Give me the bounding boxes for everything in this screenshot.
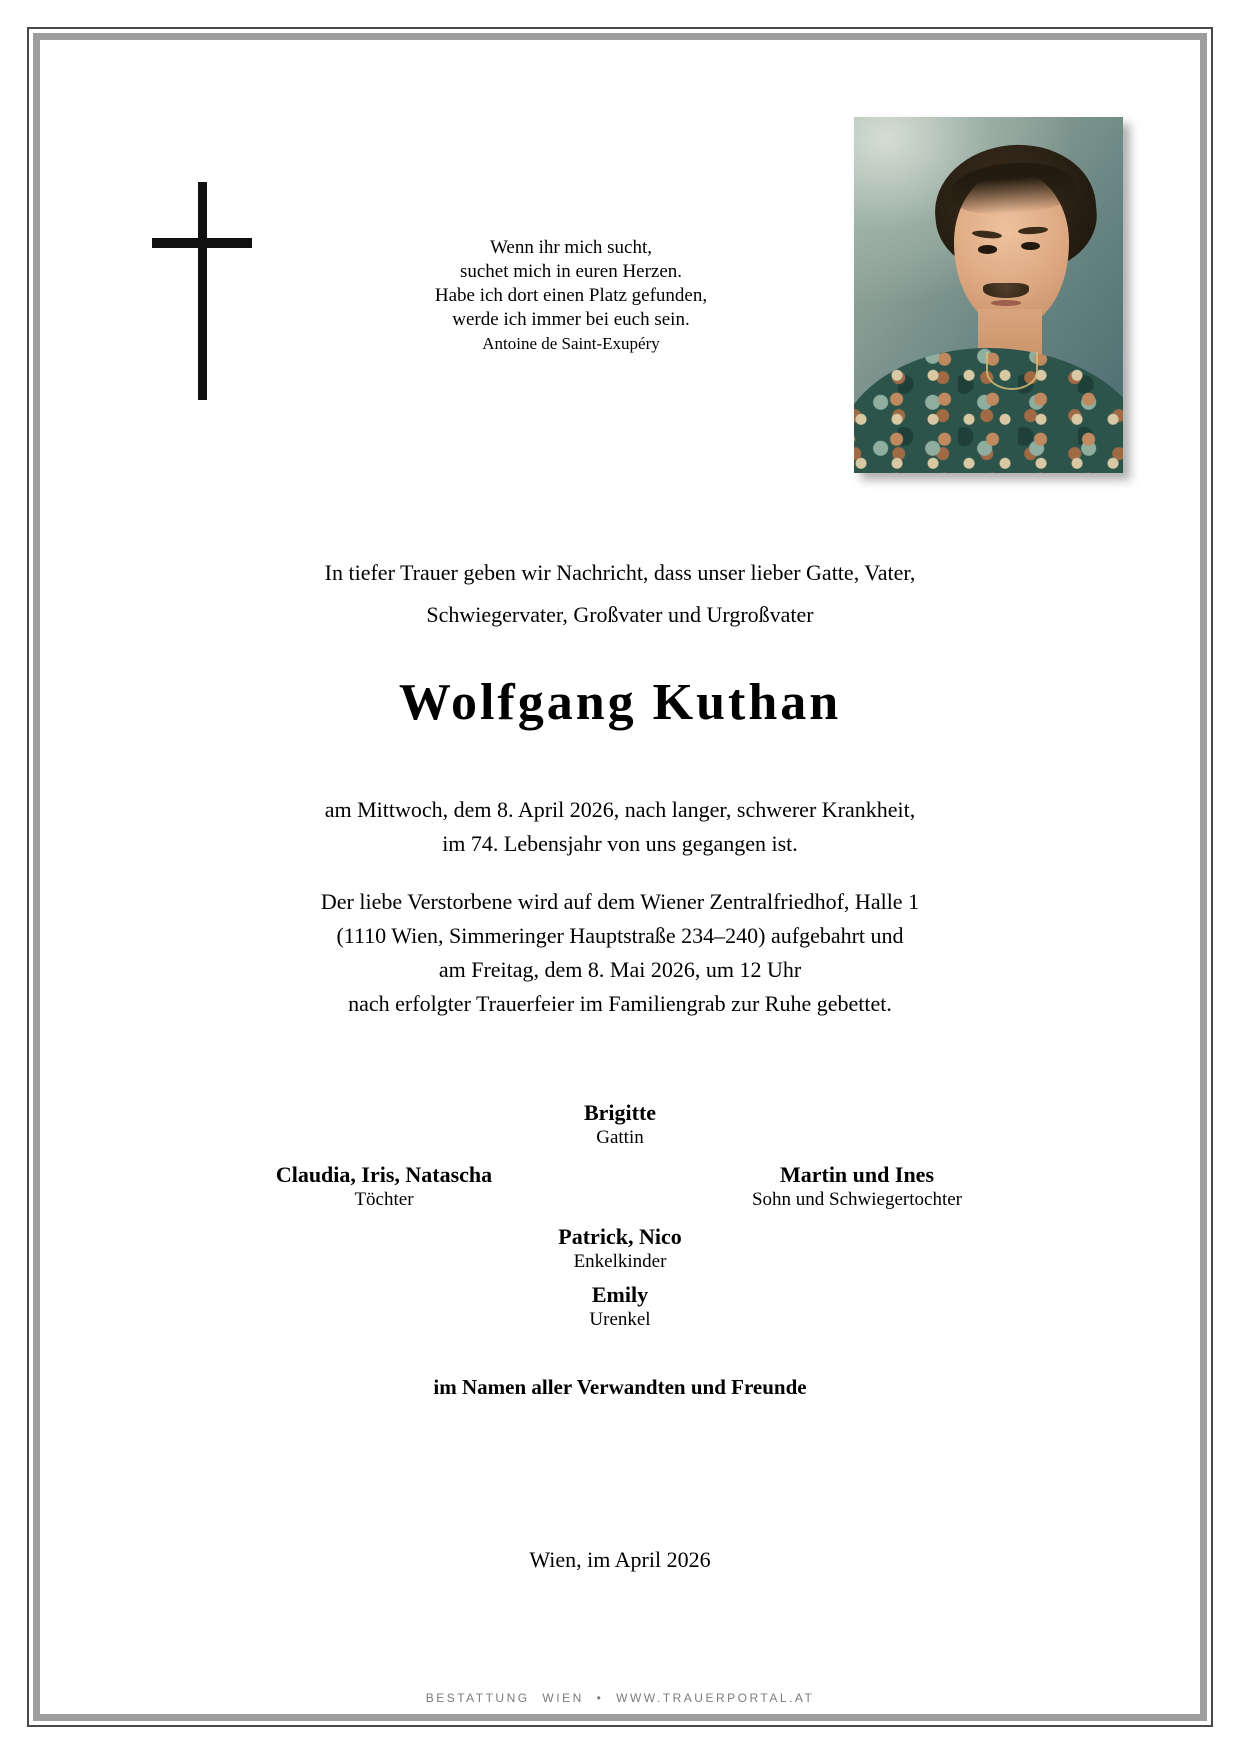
closing-line: im Namen aller Verwandten und Freunde xyxy=(433,1375,807,1399)
family-names: Emily xyxy=(591,1282,649,1307)
announcement-line: In tiefer Trauer geben wir Nachricht, dass unser lieber Gatte, Vater, xyxy=(324,560,916,585)
death-notice-line: am Mittwoch, dem 8. April 2026, nach langer, schwerer Krankheit, xyxy=(324,797,916,822)
family-entry-great-grandchild xyxy=(320,1282,920,1332)
place-date-line: Wien, im April 2026 xyxy=(529,1547,711,1572)
memorial-quote xyxy=(271,236,871,355)
burial-notice-line: Der liebe Verstorbene wird auf dem Wiener Zentralfriedhof, Halle 1 xyxy=(320,889,920,914)
family-names: Brigitte xyxy=(583,1100,657,1125)
photo-eye xyxy=(1021,242,1040,251)
portrait-photo xyxy=(854,117,1123,473)
cross-icon xyxy=(152,182,252,400)
burial-notice-line: nach erfolgter Trauerfeier im Familiengrab zur Ruhe gebettet. xyxy=(348,991,892,1016)
quote-line: Habe ich dort einen Platz gefunden, xyxy=(434,285,708,306)
announcement-text xyxy=(170,552,1070,636)
quote-attribution: Antoine de Saint-Exupéry xyxy=(482,334,660,353)
family-entry-daughters xyxy=(134,1162,634,1212)
family-entry-grandchildren xyxy=(320,1224,920,1274)
quote-line: Wenn ihr mich sucht, xyxy=(489,237,653,258)
death-notice-line: im 74. Lebensjahr von uns gegangen ist. xyxy=(442,831,798,856)
burial-notice-line: am Freitag, dem 8. Mai 2026, um 12 Uhr xyxy=(438,957,802,982)
quote-line: werde ich immer bei euch sein. xyxy=(452,309,690,330)
photo-necklace xyxy=(986,352,1038,390)
death-notice xyxy=(170,793,1070,861)
family-names: Martin und Ines xyxy=(779,1162,935,1187)
burial-notice xyxy=(170,885,1070,1021)
family-entry-son xyxy=(607,1162,1107,1212)
family-entry-wife xyxy=(320,1100,920,1150)
announcement-line: Schwiegervater, Großvater und Urgroßvater xyxy=(426,602,814,627)
photo-mouth xyxy=(991,300,1021,306)
family-relation: Urenkel xyxy=(589,1309,651,1330)
photo-eye xyxy=(978,245,997,254)
footer-branding: BESTATTUNG WIEN • WWW.TRAUERPORTAL.AT xyxy=(425,1691,815,1705)
family-relation: Enkelkinder xyxy=(573,1251,667,1272)
burial-notice-line: (1110 Wien, Simmeringer Hauptstraße 234–240) aufgebahrt und xyxy=(336,923,904,948)
cross-horizontal-bar xyxy=(152,238,252,248)
cross-vertical-bar xyxy=(198,182,207,400)
family-relation: Gattin xyxy=(596,1127,644,1148)
family-names: Patrick, Nico xyxy=(558,1224,682,1249)
family-names: Claudia, Iris, Natascha xyxy=(275,1162,493,1187)
family-relation: Sohn und Schwiegertochter xyxy=(751,1189,962,1210)
family-relation: Töchter xyxy=(354,1189,414,1210)
deceased-name: Wolfgang Kuthan xyxy=(398,674,842,731)
quote-line: suchet mich in euren Herzen. xyxy=(459,261,683,282)
